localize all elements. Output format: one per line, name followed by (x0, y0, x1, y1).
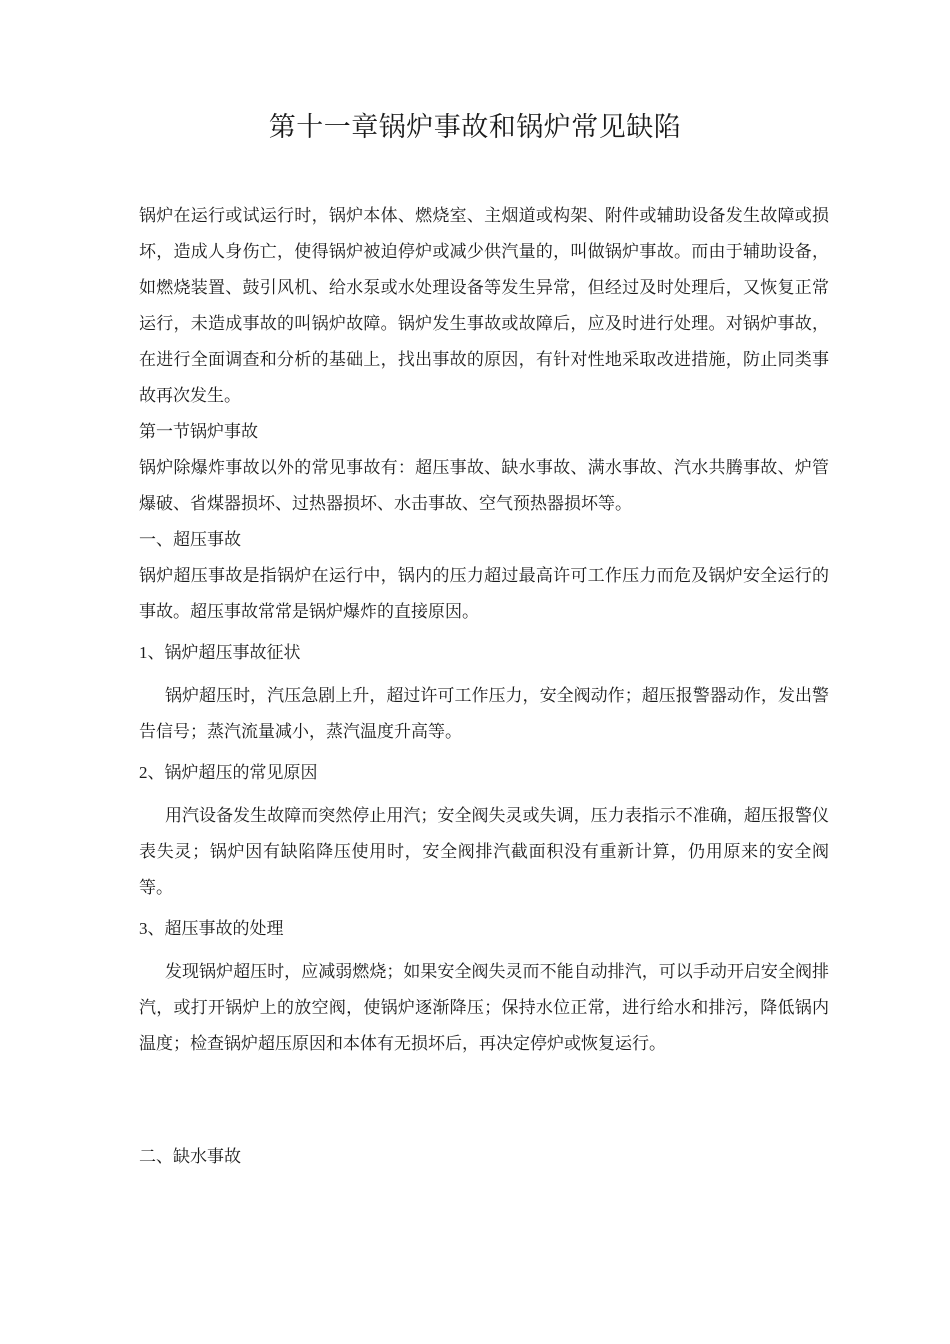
body-paragraph-indented: 用汽设备发生故障而突然停止用汽；安全阀失灵或失调，压力表指示不准确，超压报警仪表失灵；锅炉因有缺陷降压使用时，安全阀排汽截面积没有重新计算，仍用原来的安全阀等。 (139, 806, 829, 898)
body-paragraph-indented: 发现锅炉超压时，应减弱燃烧；如果安全阀失灵而不能自动排汽，可以手动开启安全阀排汽，或打开锅炉上的放空阀，使锅炉逐渐降压；保持水位正常，进行给水和排污，降低锅内温度；检查锅炉超压原因和本体有无损坏后，再决定停炉或恢复运行。 (139, 962, 829, 1054)
numbered-heading: 3、超压事故的处理 (139, 919, 284, 938)
body-paragraph: 锅炉超压事故是指锅炉在运行中，锅内的压力超过最高许可工作压力而危及锅炉安全运行的事故。超压事故常常是锅炉爆炸的直接原因。 (139, 566, 829, 622)
numbered-heading: 1、锅炉超压事故征状 (139, 643, 301, 662)
subsection-heading: 一、超压事故 (139, 530, 241, 550)
body-paragraph-indented: 锅炉超压时，汽压急剧上升，超过许可工作压力，安全阀动作；超压报警器动作，发出警告信号；蒸汽流量减小，蒸汽温度升高等。 (139, 686, 829, 742)
section-heading: 第一节锅炉事故 (139, 422, 258, 442)
intro-paragraph: 锅炉在运行或试运行时，锅炉本体、燃烧室、主烟道或构架、附件或辅助设备发生故障或损坏，造成人身伤亡，使得锅炉被迫停炉或减少供汽量的，叫做锅炉事故。而由于辅助设备，如燃烧装置、鼓引风机、给水泵或水处理设备等发生异常，但经过及时处理后，又恢复正常运行，未造成事故的叫锅炉故障。锅炉发生事故或故障后，应及时进行处理。对锅炉事故，在进行全面调查和分析的基础上，找出事故的原因，有针对性地采取改进措施，防止同类事故再次发生。 (139, 206, 829, 406)
page-title: 第十一章锅炉事故和锅炉常见缺陷 (268, 112, 682, 143)
numbered-heading: 2、锅炉超压的常见原因 (139, 763, 318, 782)
document-body (139, 198, 829, 1175)
subsection-heading: 二、缺水事故 (139, 1147, 241, 1167)
body-paragraph: 锅炉除爆炸事故以外的常见事故有：超压事故、缺水事故、满水事故、汽水共腾事故、炉管爆破、省煤器损坏、过热器损坏、水击事故、空气预热器损坏等。 (139, 458, 829, 514)
